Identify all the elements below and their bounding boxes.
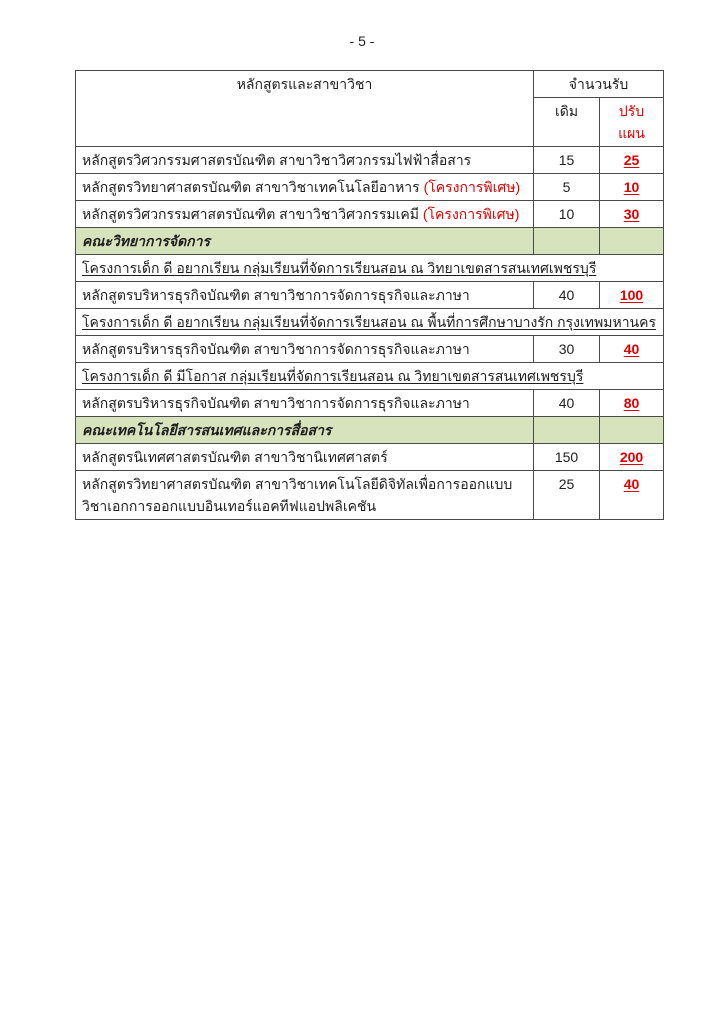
section-name-cell: คณะวิทยาการจัดการ [76,228,534,255]
revised-count-cell: 40 [600,471,664,520]
revised-count-cell: 25 [600,147,664,174]
program-name-cell [76,471,534,520]
revised-count-cell: 40 [600,336,664,363]
revised-count-cell: 100 [600,282,664,309]
program-name: หลักสูตรวิศวกรรมศาสตรบัณฑิต สาขาวิชาวิศวกรรมไฟฟ้าสื่อสาร [82,152,472,168]
original-count-cell: 10 [534,201,600,228]
project-row [76,255,664,282]
program-name: หลักสูตรนิเทศศาสตรบัณฑิต สาขาวิชานิเทศศาสตร์ [82,449,388,465]
project-name-cell: โครงการเด็ก ดี อยากเรียน กลุ่มเรียนที่จัดการเรียนสอน ณ วิทยาเขตสารสนเทศเพชรบุรี [76,255,664,282]
project-name-cell: โครงการเด็ก ดี อยากเรียน กลุ่มเรียนที่จัดการเรียนสอน ณ พื้นที่การศึกษาบางรัก กรุงเทพมหานคร [76,309,664,336]
original-count-cell: 150 [534,444,600,471]
original-count-cell: 25 [534,471,600,520]
section-empty-cell [600,228,664,255]
program-row [76,390,664,417]
revised-header-cell: ปรับแผน [600,98,664,147]
program-row [76,201,664,228]
program-name-cell [76,336,534,363]
program-row [76,471,664,520]
program-row [76,282,664,309]
header-row-1 [76,71,664,98]
original-count-cell: 40 [534,282,600,309]
program-name-cell [76,282,534,309]
revised-count-cell: 30 [600,201,664,228]
program-row [76,336,664,363]
admission-table [75,70,664,520]
program-special-note: (โครงการพิเศษ) [423,179,521,195]
program-row [76,444,664,471]
original-count-cell: 15 [534,147,600,174]
section-name-cell: คณะเทคโนโลยีสารสนเทศและการสื่อสาร [76,417,534,444]
section-empty-cell [600,417,664,444]
original-count-cell: 30 [534,336,600,363]
original-header-cell: เดิม [534,98,600,147]
quota-header-cell: จำนวนรับ [534,71,664,98]
program-name-cell [76,390,534,417]
program-name: หลักสูตรวิทยาศาสตรบัณฑิต สาขาวิชาเทคโนโลยีอาหาร [82,179,420,195]
section-empty-cell [534,228,600,255]
page-number: - 5 - [349,33,375,49]
program-name: หลักสูตรวิศวกรรมศาสตรบัณฑิต สาขาวิชาวิศวกรรมเคมี [82,206,419,222]
revised-count-cell: 80 [600,390,664,417]
revised-count-cell: 10 [600,174,664,201]
program-name: หลักสูตรบริหารธุรกิจบัณฑิต สาขาวิชาการจัดการธุรกิจและภาษา [82,287,470,303]
program-name-cell [76,174,534,201]
project-row [76,309,664,336]
program-special-note: (โครงการพิเศษ) [422,206,520,222]
program-row [76,147,664,174]
project-row [76,363,664,390]
program-row [76,174,664,201]
section-empty-cell [534,417,600,444]
original-count-cell: 40 [534,390,600,417]
table-header [76,71,664,147]
revised-count-cell: 200 [600,444,664,471]
section-row [76,417,664,444]
program-name-cell [76,444,534,471]
program-name: หลักสูตรบริหารธุรกิจบัณฑิต สาขาวิชาการจัดการธุรกิจและภาษา [82,395,470,411]
original-count-cell: 5 [534,174,600,201]
table-body [76,147,664,520]
program-name-cell [76,201,534,228]
course-header-cell: หลักสูตรและสาขาวิชา [76,71,534,147]
section-row [76,228,664,255]
program-name: หลักสูตรวิทยาศาสตรบัณฑิต สาขาวิชาเทคโนโลยีดิจิทัลเพื่อการออกแบบ วิชาเอกการออกแบบอินเทอร์แอคทีฟแอปพลิเคชัน [82,476,513,514]
program-name: หลักสูตรบริหารธุรกิจบัณฑิต สาขาวิชาการจัดการธุรกิจและภาษา [82,341,470,357]
project-name-cell: โครงการเด็ก ดี มีโอกาส กลุ่มเรียนที่จัดการเรียนสอน ณ วิทยาเขตสารสนเทศเพชรบุรี [76,363,664,390]
program-name-cell [76,147,534,174]
